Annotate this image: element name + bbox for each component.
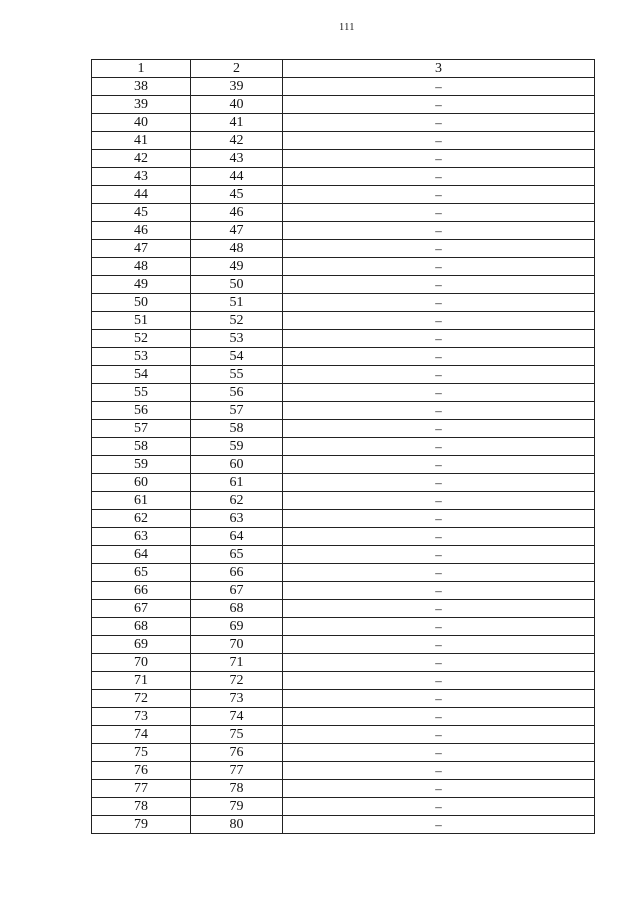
- table-cell-col-3: –: [283, 744, 595, 762]
- table-cell-col-1: 64: [92, 546, 191, 564]
- table-cell-col-3: –: [283, 780, 595, 798]
- table-row: [92, 348, 595, 366]
- table-row: [92, 330, 595, 348]
- data-table: [91, 59, 595, 834]
- table-body: [92, 78, 595, 834]
- table-cell-col-2: 69: [191, 618, 283, 636]
- table-header: [92, 60, 595, 78]
- table-cell-col-3: –: [283, 816, 595, 834]
- table-cell-col-1: 74: [92, 726, 191, 744]
- table-cell-col-2: 56: [191, 384, 283, 402]
- table-cell-col-2: 50: [191, 276, 283, 294]
- table-cell-col-3: –: [283, 582, 595, 600]
- table-cell-col-2: 72: [191, 672, 283, 690]
- table-cell-col-2: 41: [191, 114, 283, 132]
- column-header-3: 3: [283, 60, 595, 78]
- table-cell-col-3: –: [283, 708, 595, 726]
- table-cell-col-1: 48: [92, 258, 191, 276]
- table-cell-col-1: 68: [92, 618, 191, 636]
- table-cell-col-2: 68: [191, 600, 283, 618]
- table-row: [92, 366, 595, 384]
- table-cell-col-3: –: [283, 96, 595, 114]
- table-cell-col-2: 71: [191, 654, 283, 672]
- table-cell-col-3: –: [283, 510, 595, 528]
- table-row: [92, 780, 595, 798]
- table-cell-col-3: –: [283, 168, 595, 186]
- table-cell-col-1: 57: [92, 420, 191, 438]
- table-row: [92, 636, 595, 654]
- table-cell-col-1: 53: [92, 348, 191, 366]
- table-cell-col-2: 61: [191, 474, 283, 492]
- table-row: [92, 222, 595, 240]
- table-cell-col-2: 44: [191, 168, 283, 186]
- table-cell-col-1: 58: [92, 438, 191, 456]
- table-cell-col-1: 39: [92, 96, 191, 114]
- table-cell-col-3: –: [283, 330, 595, 348]
- table-cell-col-3: –: [283, 762, 595, 780]
- table-cell-col-3: –: [283, 798, 595, 816]
- table-cell-col-3: –: [283, 690, 595, 708]
- table-cell-col-2: 60: [191, 456, 283, 474]
- table-row: [92, 744, 595, 762]
- table-cell-col-3: –: [283, 438, 595, 456]
- table-cell-col-3: –: [283, 204, 595, 222]
- table-cell-col-2: 39: [191, 78, 283, 96]
- table-cell-col-1: 73: [92, 708, 191, 726]
- table-cell-col-2: 63: [191, 510, 283, 528]
- table-cell-col-2: 53: [191, 330, 283, 348]
- table-cell-col-3: –: [283, 114, 595, 132]
- table-cell-col-2: 42: [191, 132, 283, 150]
- table-cell-col-3: –: [283, 600, 595, 618]
- table-cell-col-3: –: [283, 564, 595, 582]
- table-row: [92, 654, 595, 672]
- table-cell-col-1: 75: [92, 744, 191, 762]
- table-cell-col-2: 47: [191, 222, 283, 240]
- column-header-2: 2: [191, 60, 283, 78]
- table-cell-col-2: 59: [191, 438, 283, 456]
- table-row: [92, 546, 595, 564]
- table-row: [92, 150, 595, 168]
- table-cell-col-1: 69: [92, 636, 191, 654]
- table-cell-col-2: 65: [191, 546, 283, 564]
- table-row: [92, 420, 595, 438]
- page-number: 111: [339, 22, 355, 33]
- table-cell-col-1: 59: [92, 456, 191, 474]
- table-cell-col-1: 43: [92, 168, 191, 186]
- table-cell-col-2: 70: [191, 636, 283, 654]
- table-cell-col-2: 52: [191, 312, 283, 330]
- table-cell-col-2: 43: [191, 150, 283, 168]
- header-row: [92, 60, 595, 78]
- table-row: [92, 312, 595, 330]
- table-cell-col-3: –: [283, 294, 595, 312]
- table-cell-col-1: 50: [92, 294, 191, 312]
- table-cell-col-3: –: [283, 348, 595, 366]
- table-cell-col-3: –: [283, 132, 595, 150]
- column-header-1: 1: [92, 60, 191, 78]
- table-row: [92, 600, 595, 618]
- table-cell-col-2: 75: [191, 726, 283, 744]
- table-cell-col-3: –: [283, 654, 595, 672]
- table-row: [92, 384, 595, 402]
- table-cell-col-1: 72: [92, 690, 191, 708]
- table-cell-col-2: 64: [191, 528, 283, 546]
- table-cell-col-2: 55: [191, 366, 283, 384]
- table-cell-col-3: –: [283, 240, 595, 258]
- table-cell-col-2: 49: [191, 258, 283, 276]
- table-cell-col-1: 41: [92, 132, 191, 150]
- table-cell-col-3: –: [283, 276, 595, 294]
- table-row: [92, 132, 595, 150]
- table-cell-col-2: 40: [191, 96, 283, 114]
- table-cell-col-1: 51: [92, 312, 191, 330]
- table-cell-col-2: 46: [191, 204, 283, 222]
- table-row: [92, 474, 595, 492]
- table-row: [92, 762, 595, 780]
- table-cell-col-1: 77: [92, 780, 191, 798]
- table-cell-col-2: 45: [191, 186, 283, 204]
- table-cell-col-1: 66: [92, 582, 191, 600]
- table-cell-col-1: 78: [92, 798, 191, 816]
- table-row: [92, 816, 595, 834]
- table-cell-col-1: 79: [92, 816, 191, 834]
- table-cell-col-3: –: [283, 420, 595, 438]
- table-cell-col-3: –: [283, 186, 595, 204]
- table-cell-col-2: 73: [191, 690, 283, 708]
- table-cell-col-1: 67: [92, 600, 191, 618]
- table-row: [92, 438, 595, 456]
- table-row: [92, 690, 595, 708]
- table-cell-col-1: 62: [92, 510, 191, 528]
- table-row: [92, 114, 595, 132]
- table-cell-col-3: –: [283, 546, 595, 564]
- table-cell-col-2: 51: [191, 294, 283, 312]
- table-row: [92, 618, 595, 636]
- table-row: [92, 582, 595, 600]
- table-cell-col-1: 49: [92, 276, 191, 294]
- table-cell-col-3: –: [283, 384, 595, 402]
- table-cell-col-2: 79: [191, 798, 283, 816]
- table-cell-col-1: 40: [92, 114, 191, 132]
- table-cell-col-1: 42: [92, 150, 191, 168]
- table-cell-col-2: 57: [191, 402, 283, 420]
- table-cell-col-2: 62: [191, 492, 283, 510]
- table-row: [92, 402, 595, 420]
- table-row: [92, 528, 595, 546]
- table-cell-col-3: –: [283, 636, 595, 654]
- table-cell-col-1: 60: [92, 474, 191, 492]
- table-cell-col-2: 58: [191, 420, 283, 438]
- table-row: [92, 96, 595, 114]
- table-cell-col-1: 63: [92, 528, 191, 546]
- table-row: [92, 726, 595, 744]
- table-cell-col-3: –: [283, 492, 595, 510]
- table-row: [92, 240, 595, 258]
- table-row: [92, 204, 595, 222]
- table-row: [92, 564, 595, 582]
- table-cell-col-2: 67: [191, 582, 283, 600]
- table-cell-col-3: –: [283, 474, 595, 492]
- table-cell-col-1: 56: [92, 402, 191, 420]
- table-cell-col-2: 74: [191, 708, 283, 726]
- table-cell-col-3: –: [283, 402, 595, 420]
- table-cell-col-1: 76: [92, 762, 191, 780]
- table-cell-col-2: 78: [191, 780, 283, 798]
- table-cell-col-1: 54: [92, 366, 191, 384]
- table-cell-col-3: –: [283, 312, 595, 330]
- table-cell-col-1: 65: [92, 564, 191, 582]
- table-cell-col-2: 66: [191, 564, 283, 582]
- table-cell-col-3: –: [283, 258, 595, 276]
- table-row: [92, 78, 595, 96]
- table-row: [92, 672, 595, 690]
- table-row: [92, 456, 595, 474]
- table-cell-col-1: 71: [92, 672, 191, 690]
- table-row: [92, 708, 595, 726]
- table-cell-col-1: 47: [92, 240, 191, 258]
- table-cell-col-1: 44: [92, 186, 191, 204]
- table-cell-col-3: –: [283, 528, 595, 546]
- table-cell-col-2: 48: [191, 240, 283, 258]
- table-row: [92, 294, 595, 312]
- table-cell-col-2: 80: [191, 816, 283, 834]
- table-row: [92, 258, 595, 276]
- table-cell-col-1: 45: [92, 204, 191, 222]
- table-cell-col-2: 77: [191, 762, 283, 780]
- table-cell-col-3: –: [283, 672, 595, 690]
- table-cell-col-3: –: [283, 726, 595, 744]
- table-cell-col-1: 70: [92, 654, 191, 672]
- table-cell-col-1: 52: [92, 330, 191, 348]
- table-cell-col-2: 76: [191, 744, 283, 762]
- table-cell-col-3: –: [283, 150, 595, 168]
- table-row: [92, 276, 595, 294]
- table-cell-col-1: 46: [92, 222, 191, 240]
- table-row: [92, 798, 595, 816]
- table-row: [92, 186, 595, 204]
- table-cell-col-1: 61: [92, 492, 191, 510]
- table-cell-col-3: –: [283, 222, 595, 240]
- table-cell-col-3: –: [283, 78, 595, 96]
- table-cell-col-3: –: [283, 456, 595, 474]
- table-row: [92, 492, 595, 510]
- table-cell-col-1: 55: [92, 384, 191, 402]
- table-row: [92, 168, 595, 186]
- table-row: [92, 510, 595, 528]
- table-cell-col-3: –: [283, 366, 595, 384]
- table-cell-col-3: –: [283, 618, 595, 636]
- table-cell-col-2: 54: [191, 348, 283, 366]
- table-cell-col-1: 38: [92, 78, 191, 96]
